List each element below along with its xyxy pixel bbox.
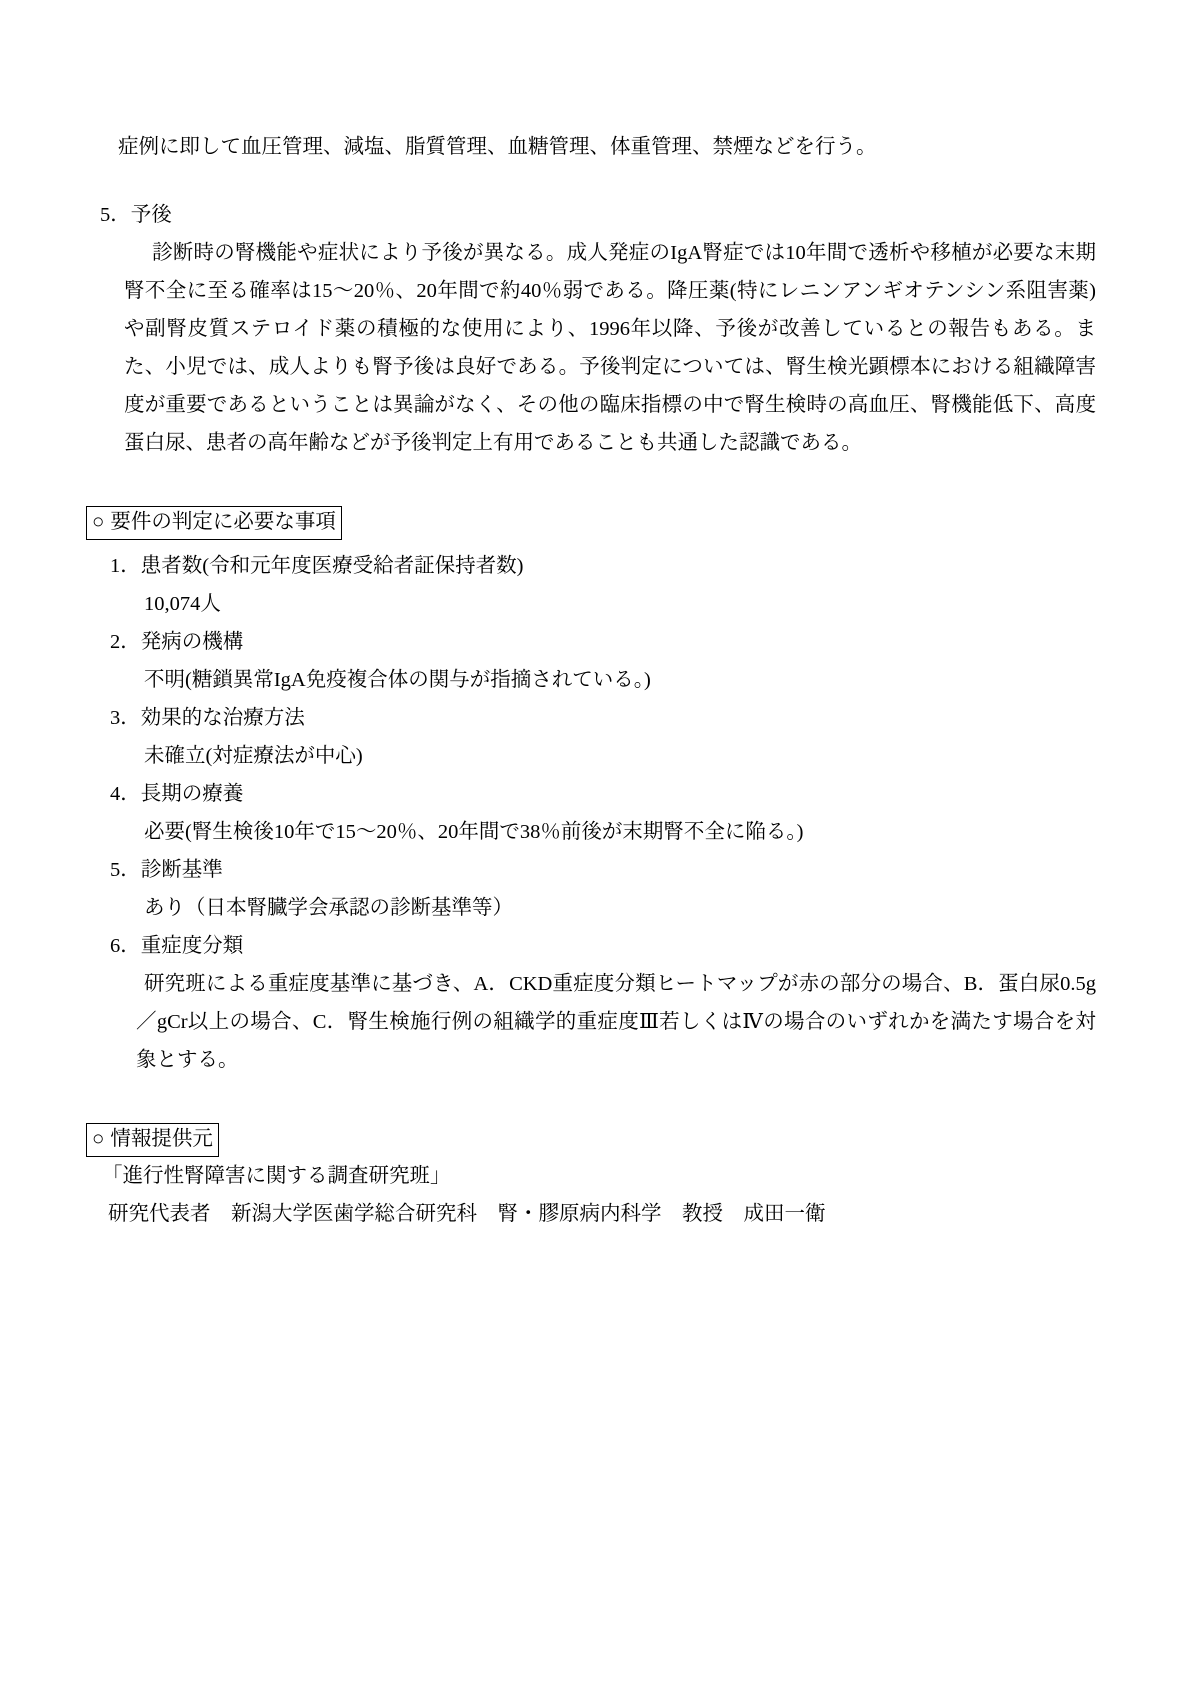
boxed-heading-provider <box>86 1123 219 1157</box>
requirement-item-diagnostic-criteria <box>86 851 1096 927</box>
requirement-value: 不明(糖鎖異常IgA免疫複合体の関与が指摘されている。) <box>144 669 651 691</box>
requirements-heading-label: 要件の判定に必要な事項 <box>110 511 336 533</box>
requirement-value: 研究班による重症度基準に基づき、A．CKD重症度分類ヒートマップが赤の部分の場合、B．蛋白尿0.5g／gCr以上の場合、C．腎生検施行例の組織学的重症度Ⅲ若しくはⅣの場合のいずれかを満たす場合を対象とする。 <box>136 973 1096 1071</box>
requirement-item-patient-count <box>86 547 1096 623</box>
requirement-number: 2． <box>110 631 141 653</box>
spacer <box>86 462 1096 506</box>
section-body-prognosis: 診断時の腎機能や症状により予後が異なる。成人発症のIgA腎症では10年間で透析や移植が必要な末期腎不全に至る確率は15〜20％、20年間で約40％弱である。降圧薬(特にレニンアンギオテンシン系阻害薬)や副腎皮質ステロイド薬の積極的な使用により、1996年以降、予後が改善しているとの報告もある。また、小児では、成人よりも腎予後は良好である。予後判定については、腎生検光顕標本における組織障害度が重要であるということは異論がなく、その他の臨床指標の中で腎生検時の高血圧、腎機能低下、高度蛋白尿、患者の高年齢などが予後判定上有用であることも共通した認識である。 <box>124 242 1096 454</box>
requirement-label-text: 診断基準 <box>140 859 223 881</box>
requirement-number: 6． <box>110 935 141 957</box>
spacer <box>86 166 1096 196</box>
provider-heading-wrap <box>86 1123 1096 1157</box>
requirement-item-treatment <box>86 699 1096 775</box>
requirement-item-pathogenesis <box>86 623 1096 699</box>
requirement-label-text: 患者数(令和元年度医療受給者証保持者数) <box>140 555 524 577</box>
section-heading-prognosis <box>86 196 1096 234</box>
circle-marker-icon: ○ <box>92 1128 105 1150</box>
provider-heading-label: 情報提供元 <box>110 1128 213 1150</box>
section-number: 5． <box>100 204 131 226</box>
document-content <box>86 128 1096 1233</box>
requirement-label-text: 発病の機構 <box>140 631 244 653</box>
requirement-label <box>86 775 1096 813</box>
requirement-value: 必要(腎生検後10年で15〜20％、20年間で38％前後が末期腎不全に陥る。) <box>144 821 804 843</box>
requirement-number: 1． <box>110 555 141 577</box>
provider-group-name: 「進行性腎障害に関する調査研究班」 <box>102 1165 451 1187</box>
requirements-heading-wrap <box>86 506 1096 540</box>
requirement-label <box>86 699 1096 737</box>
requirement-label <box>86 547 1096 585</box>
requirement-label-text: 長期の療養 <box>140 783 244 805</box>
circle-marker-icon: ○ <box>92 511 105 533</box>
requirement-value: 10,074人 <box>144 593 221 615</box>
boxed-heading-requirements <box>86 506 342 540</box>
requirement-value: 未確立(対症療法が中心) <box>144 745 363 767</box>
intro-continuation-line: 症例に即して血圧管理、減塩、脂質管理、血糖管理、体重管理、禁煙などを行う。 <box>118 136 877 158</box>
spacer <box>86 1079 1096 1123</box>
requirements-list <box>86 547 1096 1079</box>
requirement-label-text: 重症度分類 <box>140 935 244 957</box>
requirement-number: 3． <box>110 707 141 729</box>
provider-representative: 研究代表者 新潟大学医歯学総合研究科 腎・膠原病内科学 教授 成田一衛 <box>108 1203 826 1225</box>
requirement-label <box>86 851 1096 889</box>
requirement-value: あり（日本腎臓学会承認の診断基準等） <box>144 897 513 919</box>
requirement-number: 4． <box>110 783 141 805</box>
requirement-number: 5． <box>110 859 141 881</box>
requirement-item-long-term-care <box>86 775 1096 851</box>
requirement-label <box>86 623 1096 661</box>
requirement-item-severity-classification <box>86 927 1096 1079</box>
requirement-label-text: 効果的な治療方法 <box>140 707 305 729</box>
section-title: 予後 <box>130 204 172 226</box>
requirement-label <box>86 927 1096 965</box>
